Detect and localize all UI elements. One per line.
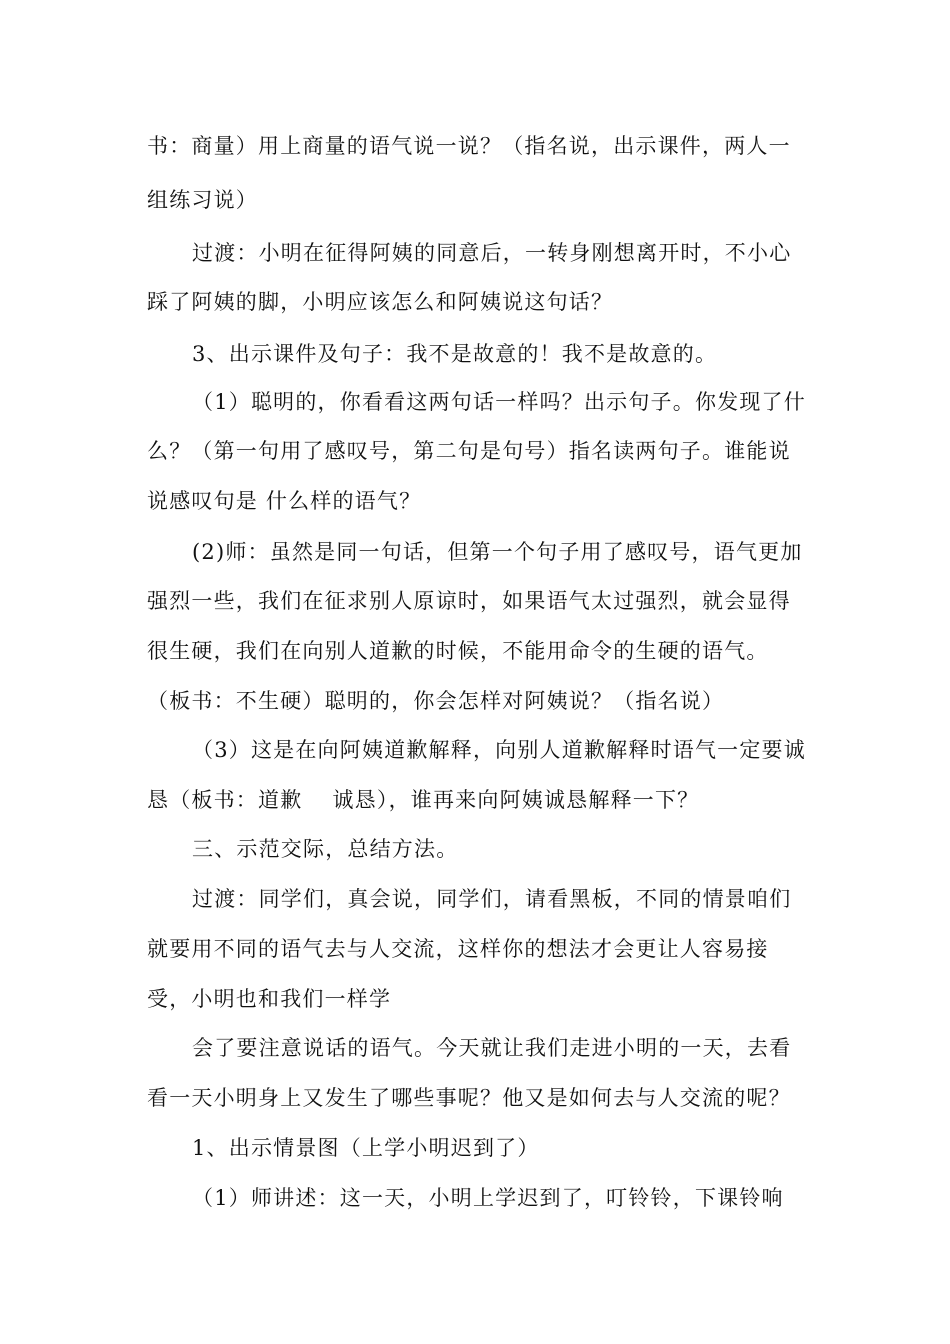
text-line: 1、出示情景图（上学小明迟到了） bbox=[192, 1136, 540, 1160]
text-line: 受，小明也和我们一样学 bbox=[147, 987, 392, 1011]
text-line: 过渡：小明在征得阿姨的同意后，一转身刚想离开时，不小心 bbox=[192, 241, 792, 265]
text-line: （1）师讲述：这一天，小明上学迟到了，叮铃铃，下课铃响 bbox=[192, 1186, 784, 1210]
text-line: 踩了阿姨的脚，小明应该怎么和阿姨说这句话？ bbox=[147, 290, 614, 314]
text-line: 组练习说） bbox=[147, 188, 258, 212]
text-line: 很生硬，我们在向别人道歉的时候，不能用命令的生硬的语气。 bbox=[147, 639, 769, 663]
text-line: （3）这是在向阿姨道歉解释，向别人道歉解释时语气一定要诚 bbox=[192, 738, 806, 762]
text-line: 说感叹句是 什么样的语气？ bbox=[147, 489, 422, 513]
text-line: 就要用不同的语气去与人交流，这样你的想法才会更让人容易接 bbox=[147, 937, 769, 961]
text-line: 么？（第一句用了感叹号，第二句是句号）指名读两句子。谁能说 bbox=[147, 439, 791, 463]
text-line: 看一天小明身上又发生了哪些事呢？他又是如何去与人交流的呢？ bbox=[147, 1086, 791, 1110]
section-heading: 三、示范交际，总结方法。 bbox=[192, 837, 459, 861]
text-line: (2)师：虽然是同一句话，但第一个句子用了感叹号，语气更加 bbox=[192, 540, 803, 564]
text-line: 恳（板书：道歉 诚恳），谁再来向阿姨诚恳解释一下？ bbox=[147, 788, 700, 812]
text-line: （板书：不生硬）聪明的，你会怎样对阿姨说？（指名说） bbox=[147, 689, 725, 713]
text-line: 会了要注意说话的语气。今天就让我们走进小明的一天，去看 bbox=[192, 1036, 792, 1060]
text-line: 3、出示课件及句子：我不是故意的！我不是故意的。 bbox=[192, 342, 718, 366]
text-line: 强烈一些，我们在征求别人原谅时，如果语气太过强烈，就会显得 bbox=[147, 589, 791, 613]
text-line: （1）聪明的，你看看这两句话一样吗？出示句子。你发现了什 bbox=[192, 390, 806, 414]
text-line: 书：商量）用上商量的语气说一说？（指名说，出示课件，两人一 bbox=[147, 134, 791, 158]
text-line: 过渡：同学们，真会说，同学们，请看黑板，不同的情景咱们 bbox=[192, 887, 792, 911]
